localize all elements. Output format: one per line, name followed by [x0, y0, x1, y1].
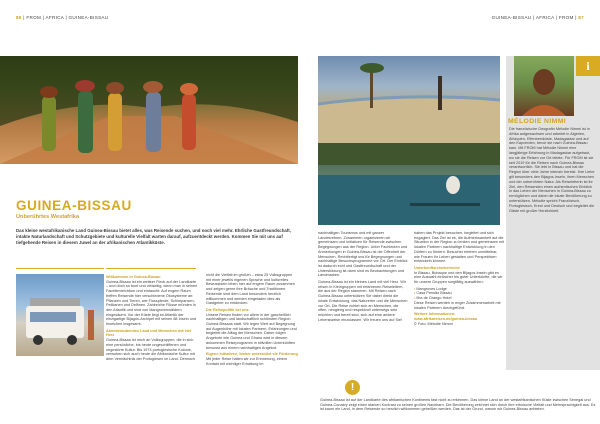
body-paragraph: haben das Projekt besuchen, begleitet und sich engagiert. Das Ziel ist es, die Aufmerksamkeit auf die Situation in der Region zu lenken und gemeinsam mit lokalen Partnern nachhaltige Entwicklung in den Dörfern zu fördern. Besucher erleben unmittelbar, wie Frauen ihr Leben gestalten und Perspektiven entwickeln können. — [414, 231, 504, 264]
page-subtitle: Unberührtes Westafrika — [16, 214, 80, 220]
accent-line — [16, 268, 104, 269]
lead-paragraph: Das kleine westafrikanische Land Guinea-Bissau bietet alles, was Reisende suchen, und noch viel mehr. Ehrliche Gastfreundschaft, intakte Naturlandschaft und Schutzgebiete und kulturelle Vielfalt warten darauf, aufzuentdeckt werden. Kommen Sie mit uns auf tiefgehende Reisen in diesem Juwel an der afrikanischen Atlantikküste. — [16, 228, 291, 245]
section-heading: Eigene Initiativen, bisher unterstützt sie Förderung — [206, 352, 298, 357]
column-1 — [106, 273, 198, 364]
photo-bus — [16, 274, 104, 356]
breadcrumb-left: | FROM | AFRICA | GUINEA-BISSAU — [23, 15, 109, 20]
body-paragraph: © Foto: Mélodie Nimmi — [414, 321, 453, 326]
section-heading: Die Reisepolitik bei uns — [206, 307, 249, 312]
body-paragraph: Unsere Reisen finden vor allem in der ganzheitlich nachhaltigen und landschaftlich schönsten Region Guinea-Bissaus statt. Wir legen Wert auf Begegnung auf Augenhöhe mit lokalen Partnern. Erfahrungen und begleitet die Alltag der Menschen. Daher folgen Angebote wie Guinea und Ghana wird in diesem ankommen Reiseprogramm in stilvollen Unterkünften bewusst aus einem nachhaltigen Angebot. — [206, 312, 297, 350]
alert-icon: ! — [345, 380, 360, 395]
body-paragraph: Mit jeder Reise halten wir zur Erinnerung, einem Kontakt mit wichtiger Erhaltung im — [206, 356, 288, 366]
photo-people-on-road — [0, 56, 298, 164]
sidebar-heading: MÉLODIE NIMMI — [508, 118, 567, 125]
body-paragraph: Guinea-Bissau ist reich an Volksgruppen, die in sich eine persönliche, bis heute ungeschliffenen und ungestörte Kultur. Bis 1974 portugiesische Kolonie, verwoben sich auch heute die Afrikanische Kultur mit dem Vermächtnis der Portugiesen im Land. Dennoch — [106, 338, 196, 361]
body-paragraph: Guinea-Bissau ist ein kleines Land mit viel Herz. Wir reisen in Kleingruppen mit erfahrenen Reiseleitern, die aus der Region stammen. Mit Reisen nach Guinea-Bissau unterstützen Sie dabei direkt die lokale Entwicklung, das Naturerbe und die Menschen vor Ort. Die Reise richtet sich an Menschen, die offen, neugierig und respektvoll unterwegs sein möchten und bereit sind, sich auf eine andere Lebensweise einzulassen. Wir freuen uns auf Sie! — [318, 280, 408, 322]
header-right — [492, 15, 584, 20]
list-item: • Casa Pensão Bissau — [414, 291, 452, 296]
header-left — [16, 15, 108, 20]
section-heading: Willkommen in Guinea-Bissau — [106, 275, 161, 279]
list-item: • Ilha de Orango Hotel — [414, 296, 452, 301]
body-paragraph: In Bissau, Bubaque und den Bijagos-Inseln gibt es eine Auswahl einfacher bis guter Unterkünfte, die wir für unsere Gruppen sorgfältig auswählen: — [414, 270, 503, 285]
column-3 — [318, 231, 408, 324]
accent-line — [106, 268, 196, 269]
body-paragraph: nachhaltigen Tourismus und mit ganzer Landesreform. Zusammen organisieren wir gemeinsam und Initiativen für Reisende zwischen Begegnungen aus der Region. Unter Fachleuten und Anmerkungen in Guinea-Bissau ist die Offenheit der Menschen, Rechtfertigt uns für Begegnungen und nachhaltige Besuchsprogramme vor Ort. Der Einblick ist dadurch echt und Gastfreundschaft und der Unterstützung ist dann sind es Beobachtungen und Landmarken. — [318, 231, 408, 278]
body-paragraph: Diese Reisen werden in enger Zusammenarbeit mit lokalen Partnern durchgeführt. — [414, 300, 501, 310]
section-heading: Unterkunftsreisebereiche — [414, 265, 460, 270]
body-paragraph: Guinea-Bissau ist ein weiteer Fleck auf der Landkarte – und doch so bunt und vielseitig, wenn man in seinen Facettenreichtum und eintaucht: Auf engem Raum treffen Reisende hier verschiedene Ökosysteme an: Pflanzen und Tieren, wie Flusspferde, Schimpansen, Pelikanen und Delfinen. Zahlreiche Flüsse münden in den Atlantik und sind von Mangrovenwäldern eingesäumt. Vor der Küste liegt im Atlantik der einzigartige Bijagos-Archipel mit seinen 88 Inseln und Inselchen insgesamt. — [106, 279, 198, 327]
portrait-photo — [514, 56, 574, 116]
alert-text: Guinea-Bissau ist auf der Landkarte des afrikanischen Kontinents fast nicht zu erkennen. Das kleine Land an der westafrikanischen Küste zwischen Senegal und Guinea-Conakry zeigt einen starken Kontrast zu seinen großen Nachbarn. Die Bevölkerung zeichnet sich durch ihre ethnische Vielfalt und Mehrsprachigkeit aus. Es ist kaum ein Land, in dem Reisende so herzlich willkommen geheißen werden. Das ist der Grund, warum wir Guinea-Bissau anbieten. — [320, 398, 596, 412]
page-number-left: 86 — [16, 15, 22, 20]
list-item: • Mangroves Lodge — [414, 286, 447, 291]
breadcrumb-right: GUINEA-BISSAU | AFRICA | FROM | — [491, 15, 577, 20]
column-4 — [414, 231, 504, 328]
page-number-right: 87 — [578, 15, 584, 20]
sidebar-text: Die französische Geografin Mélodie Nimmi ist in Afrika aufgewachsen und arbeitet in Algerien, Äthiopien, Elfenbeinküste, Madagaskar und auf den Kapverden, bevor sie nach Guinea-Bissau kam. Mit FROM hat Mélodie Nimmi eine langjährige Erfahrung in Madagaskar aufgebaut, wo sie die Reisen vor Ort leitete. Für FROM ist sie seit 2019 für die Reisen nach Guinea-Bissau verantwortlich. Sie lebt in Bissau und hat die Region über viele Jahre intensiv bereist. Ihre Liebe gilt besonders den Bijagos-Inseln, ihren Menschen und der unberührten Natur. Als Reiseleiterin ist ihr Ziel, den Reisenden einen authentischen Einblick in das Leben der Menschen in Guinea-Bissau zu ermöglichen und dabei die lokale Bevölkerung zu unterstützen. Mélodie spricht Französisch, Portugiesisch, Kreol und Deutsch und begleitet die Gäste mit großer Herzlichkeit. — [509, 127, 595, 213]
column-2 — [206, 273, 298, 368]
photo-river — [318, 143, 500, 225]
section-heading: Weitere Informationen: www.afrikareisen.de/guinea-bissau — [414, 312, 478, 321]
page-title: GUINEA-BISSAU — [16, 198, 132, 213]
section-heading: Atemberaubendes Land und Menschen mit viel Herz — [106, 328, 192, 338]
body-paragraph: nicht die Vielfalt im großen – etwa 25 Volksgruppen mit einer jeweils eigenen Sprache und kulturelles Bewusstsein leben hier auf engem Raum zusammen und zeigen gerne ihre Bräuche und Traditionen. Reisende sind dem Land besonders herzlich willkommen und werden eingeladen dies als Gastgeber zu entdecken. — [206, 273, 295, 306]
photo-beach — [318, 56, 500, 144]
info-icon: i — [576, 56, 600, 76]
